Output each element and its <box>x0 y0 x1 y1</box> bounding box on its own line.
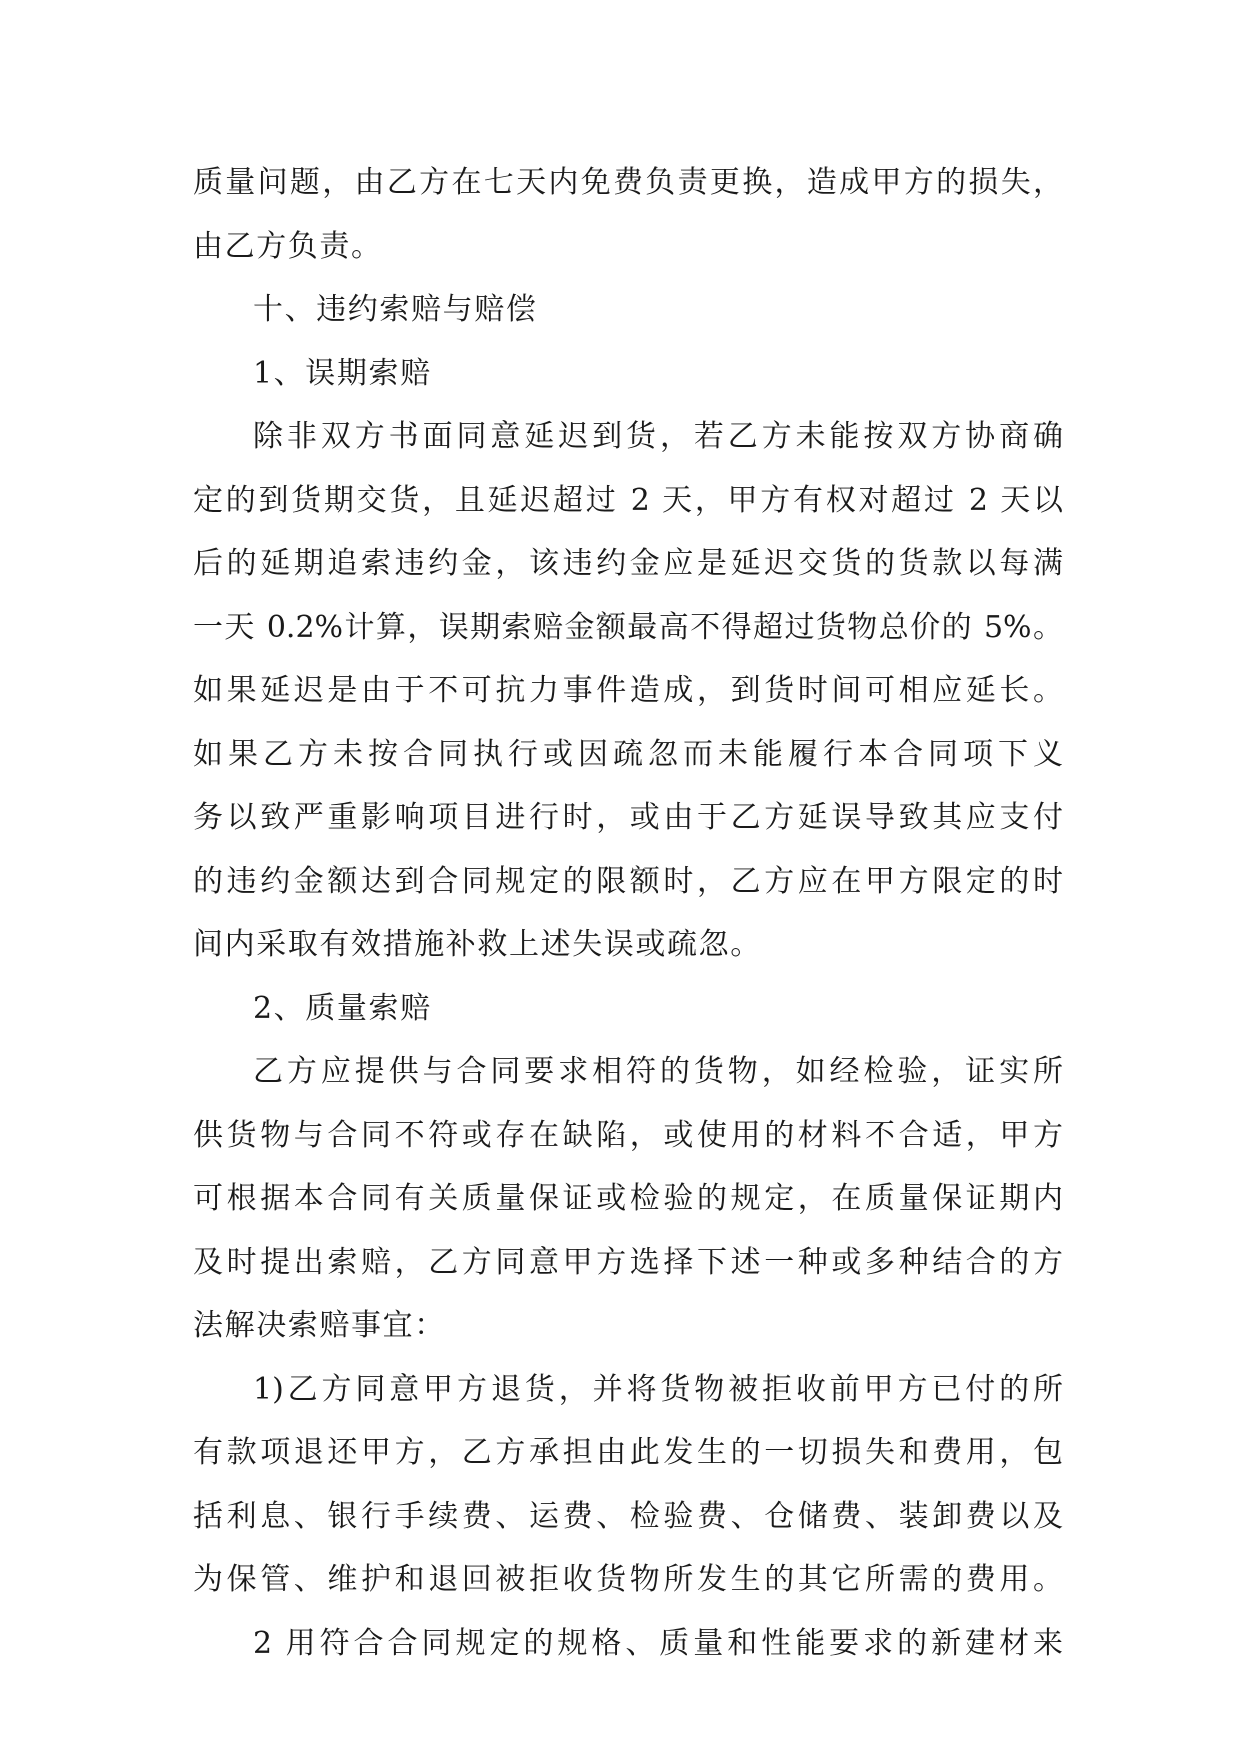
text-line: 供货物与合同不符或存在缺陷，或使用的材料不合适，甲方 <box>193 1117 1063 1153</box>
text-line: 1)乙方同意甲方退货，并将货物被拒收前甲方已付的所 <box>253 1371 1063 1407</box>
text-line: 务以致严重影响项目进行时，或由于乙方延误导致其应支付 <box>193 800 1063 835</box>
text-line: 为保管、维护和退回被拒收货物所发生的其它所需的费用。 <box>193 1562 1063 1597</box>
subsection-heading: 1、误期索赔 <box>253 355 432 391</box>
text-line: 质量问题，由乙方在七天内免费负责更换，造成甲方的损失， <box>193 165 1063 200</box>
text-line: 可根据本合同有关质量保证或检验的规定，在质量保证期内 <box>193 1181 1063 1216</box>
text-line: 的违约金额达到合同规定的限额时，乙方应在甲方限定的时 <box>193 863 1063 899</box>
text-line: 法解决索赔事宜： <box>193 1308 446 1343</box>
text-line: 间内采取有效措施补救上述失误或疏忽。 <box>193 927 762 962</box>
text-line: 除非双方书面同意延迟到货，若乙方未能按双方协商确 <box>253 419 1063 454</box>
text-line: 如果乙方未按合同执行或因疏忽而未能履行本合同项下义 <box>193 736 1063 772</box>
text-line: 及时提出索赔，乙方同意甲方选择下述一种或多种结合的方 <box>193 1244 1063 1280</box>
text-line: 如果延迟是由于不可抗力事件造成，到货时间可相应延长。 <box>193 673 1063 708</box>
text-line: 一天 0.2%计算，误期索赔金额最高不得超过货物总价的 5%。 <box>193 609 1063 645</box>
document-body <box>193 151 1063 1675</box>
text-line: 乙方应提供与合同要求相符的货物，如经检验，证实所 <box>253 1054 1063 1089</box>
text-line: 括利息、银行手续费、运费、检验费、仓储费、装卸费以及 <box>193 1498 1063 1534</box>
text-line: 定的到货期交货，且延迟超过 2 天，甲方有权对超过 2 天以 <box>193 482 1063 518</box>
subsection-heading: 2、质量索赔 <box>253 990 432 1026</box>
text-line: 由乙方负责。 <box>193 228 383 264</box>
text-line: 有款项退还甲方，乙方承担由此发生的一切损失和费用，包 <box>193 1435 1063 1470</box>
section-heading: 十、违约索赔与赔偿 <box>253 292 538 327</box>
text-line: 2 用符合合同规定的规格、质量和性能要求的新建材来 <box>253 1625 1063 1661</box>
text-line: 后的延期追索违约金，该违约金应是延迟交货的货款以每满 <box>193 546 1063 581</box>
